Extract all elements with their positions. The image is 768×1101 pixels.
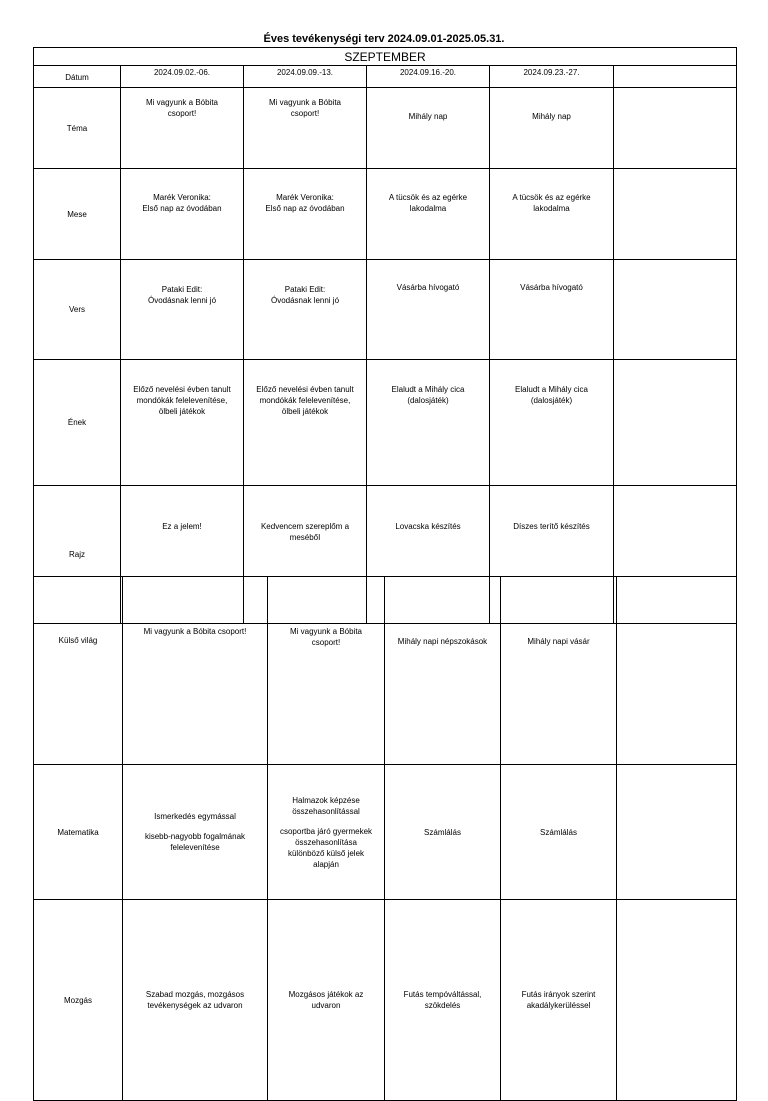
cell-text-line: Futás tempóváltással,: [403, 990, 482, 999]
cell-text-line: Mihály nap: [408, 112, 448, 121]
plan-cell: [501, 577, 617, 765]
plan-cell: [385, 765, 501, 900]
cell-text-line: alapján: [313, 859, 339, 869]
plan-cell: [268, 577, 385, 765]
plan-cell: [490, 169, 614, 260]
cell-text-line: Előző nevelési évben tanult: [133, 385, 231, 394]
plan-cell: [614, 360, 737, 486]
cell-text-line: Pataki Edit:: [284, 285, 326, 294]
plan-cell: [123, 900, 268, 1101]
plan-cell: [385, 900, 501, 1101]
row-label: Téma: [34, 88, 121, 169]
week-date: 2024.09.23.-27.: [490, 66, 614, 88]
row-mese: [34, 169, 737, 260]
month-header: SZEPTEMBER: [34, 48, 737, 66]
cell-text-line: Mi vagyunk a Bóbita: [145, 98, 219, 107]
cell-text-line: Marék Veronika:: [153, 193, 211, 202]
plan-table-september: [33, 47, 737, 624]
cell-text-line: Elaludt a Mihály cica: [515, 385, 588, 394]
plan-cell: [501, 765, 617, 900]
row-kulso-vilag: [34, 577, 737, 765]
cell-text-line: akadálykerüléssel: [526, 1001, 591, 1010]
cell-text-line: ölbeli játékok: [281, 407, 329, 416]
week-date: 2024.09.09.-13.: [244, 66, 367, 88]
plan-cell: [268, 900, 385, 1101]
plan-cell: [367, 88, 490, 169]
row-label: Külső világ: [34, 577, 123, 765]
row-vers: [34, 260, 737, 360]
cell-text-line: csoport!: [311, 638, 341, 647]
plan-cell: [367, 260, 490, 360]
cell-text-line: különböző külső jelek: [287, 848, 365, 858]
plan-cell: [614, 88, 737, 169]
plan-cell: [121, 360, 244, 486]
plan-cell: [490, 260, 614, 360]
week-date: 2024.09.16.-20.: [367, 66, 490, 88]
cell-text-line: felelevenítése: [170, 843, 220, 852]
cell-text-line: Mi vagyunk a Bóbita csoport!: [143, 627, 247, 636]
cell-text-line: Mihály napi népszokások: [397, 637, 488, 646]
cell-text-line: Mi vagyunk a Bóbita: [268, 98, 342, 107]
date-row: [34, 66, 737, 88]
cell-text-line: Első nap az óvodában: [142, 204, 222, 213]
cell-text-line: Elaludt a Mihály cica: [391, 385, 465, 394]
plan-cell: [244, 88, 367, 169]
cell-text-line: Vásárba hívogató: [396, 283, 460, 292]
week-date: [614, 66, 737, 88]
cell-text-line: A tücsök és az egérke: [388, 193, 468, 202]
cell-text-line: Pataki Edit:: [161, 285, 203, 294]
cell-text-line: csoport!: [167, 109, 197, 118]
cell-text-line: Lovacska készítés: [395, 522, 461, 531]
cell-text-line: szökdelés: [424, 1001, 461, 1010]
cell-text-line: Ez a jelem!: [162, 522, 202, 531]
row-label: Vers: [34, 260, 121, 360]
cell-text-line: mondókák felelevenítése,: [136, 396, 228, 405]
plan-cell: [614, 169, 737, 260]
row-tema: [34, 88, 737, 169]
cell-text-line: Ismerkedés egymással: [154, 812, 236, 821]
row-label: Rajz: [34, 486, 121, 624]
cell-text-line: (dalosjáték): [407, 396, 449, 405]
plan-cell: [121, 88, 244, 169]
cell-text-line: Óvodásnak lenni jó: [147, 296, 217, 305]
date-label: Dátum: [34, 66, 121, 88]
cell-text-line: mondókák felelevenítése,: [259, 396, 351, 405]
cell-text-line: Mozgásos játékok az: [288, 990, 364, 999]
cell-text-line: ölbeli játékok: [158, 407, 206, 416]
cell-text-line: Futás irányok szerint: [521, 990, 596, 999]
plan-cell: [617, 900, 737, 1101]
plan-cell: [123, 765, 268, 900]
week-date: 2024.09.02.-06.: [121, 66, 244, 88]
plan-cell: [244, 260, 367, 360]
plan-cell: [501, 900, 617, 1101]
cell-text-line: Mi vagyunk a Bóbita: [289, 627, 363, 636]
cell-text-line: Óvodásnak lenni jó: [270, 296, 340, 305]
cell-text-line: Első nap az óvodában: [265, 204, 345, 213]
plan-cell: [121, 169, 244, 260]
row-matematika: [34, 765, 737, 900]
cell-text-line: Szabad mozgás, mozgásos: [145, 990, 245, 999]
cell-text-line: Számlálás: [540, 827, 577, 837]
plan-cell: [490, 88, 614, 169]
plan-cell: [367, 360, 490, 486]
cell-text-line: (dalosjáték): [530, 396, 573, 405]
cell-text-line: A tücsök és az egérke: [512, 193, 591, 202]
cell-text-line: Vásárba hívogató: [520, 283, 583, 292]
plan-cell: [123, 577, 268, 765]
row-label: Ének: [34, 360, 121, 486]
cell-text-line: lakodalma: [533, 204, 570, 213]
row-label: Matematika: [34, 765, 123, 900]
cell-text-line: csoport!: [290, 109, 320, 118]
plan-cell: [268, 765, 385, 900]
row-label: Mozgás: [34, 900, 123, 1101]
cell-text-line: tevékenységek az udvaron: [147, 1001, 243, 1010]
plan-cell: [490, 360, 614, 486]
cell-text-line: összehasonlítása: [295, 837, 357, 847]
cell-text-line: Mihály napi vásár: [527, 637, 590, 646]
plan-cell: [244, 169, 367, 260]
cell-text-line: Mihály nap: [532, 112, 571, 121]
cell-text-line: Marék Veronika:: [276, 193, 334, 202]
cell-text-line: Halmazok képzése: [292, 795, 360, 805]
plan-cell: [617, 577, 737, 765]
cell-text-line: összehasonlítással: [292, 806, 360, 816]
cell-text-line: Díszes terítő készítés: [513, 522, 590, 531]
plan-cell: [244, 360, 367, 486]
document-title: Éves tevékenységi terv 2024.09.01-2025.05.31.: [263, 33, 505, 45]
cell-text-line: mesébőI: [289, 533, 321, 542]
row-label: Mese: [34, 169, 121, 260]
row-mozgas: [34, 900, 737, 1101]
plan-cell: [617, 765, 737, 900]
plan-cell: [614, 260, 737, 360]
plan-cell: [121, 260, 244, 360]
cell-text-line: kisebb-nagyobb fogalmának: [144, 832, 246, 841]
plan-cell: [385, 577, 501, 765]
plan-cell: [367, 169, 490, 260]
cell-text-line: udvaron: [311, 1001, 341, 1010]
row-enek: [34, 360, 737, 486]
plan-table-continued: [33, 576, 737, 1101]
cell-text-line: csoportba járó gyermekek: [279, 826, 373, 836]
cell-text-line: Kedvencem szereplőm a: [260, 522, 350, 531]
cell-text-line: lakodalma: [409, 204, 447, 213]
cell-text-line: Számlálás: [424, 827, 461, 837]
cell-text-line: Előző nevelési évben tanult: [256, 385, 354, 394]
